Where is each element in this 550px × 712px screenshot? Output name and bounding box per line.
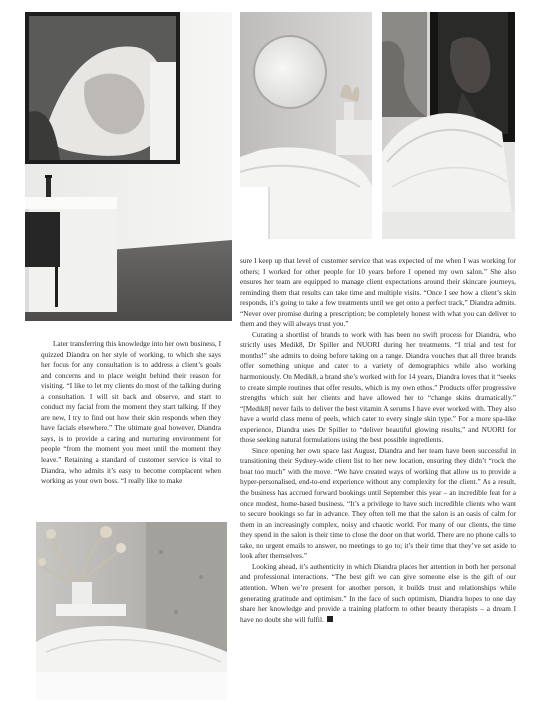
article-paragraph: Later transferring this knowledge into her own business, I quizzed Diandra on her style of working, to which she says her focus for any consultation is to address a client’s goals and concerns and to place weight behind their reason for visiting. “I like to let my clients do most of the talking during a consultation. I will sit back and observe, and start to conduct my facial from the moment they start talking. If they are new, I try to find out how their skin responds when they have facials elsewhere.” The ultimate goal however, Diandra says, is to provide a caring and nurturing environment for people “from the moment you meet until the moment they leave.” Retaining a standard of customer service is vital to Diandra, who admits it’s easy to become complacent when working as your own boss. “I really like to make [41,340,221,486]
treatment-room-plants-photo [36,522,227,700]
end-mark-icon [327,616,333,622]
article-paragraph: Curating a shortlist of brands to work with has been no swift process for Diandra, who strictly uses Medik8, Dr Spiller and NUORI during her treatments. “I trial and test for months!” she admits to doing before taking on a range. Diandra vouches that all three brands offer something unique and cater to a variety of demographics while also working harmoniously. On Medik8, a brand she’s worked with for 14 years, Diandra loves that it “seeks to create simple routines that offer results, which is my own ethos.” Products offer progressive strengths which suit her clients and have allowed her to “change skins dramatically.” “[Medik8] never fails to deliver the best vitamin A serums I have ever worked with. They also have a world class menu of peels, which cater to every single skin type.” For a more spa-like experience, Diandra uses Dr Spiller to “deliver beautiful glowing results,” and NUORI for those seeking natural formulations using the best possible ingredients. [240,330,516,445]
treatment-room-mirror-photo-icon [240,12,372,239]
treatment-bed-artwork-photo-icon [382,12,515,239]
salon-reception-photo [25,12,232,321]
treatment-bed-artwork-photo [382,12,515,239]
article-paragraph-text: Looking ahead, it’s authenticity in which Diandra places her attention in both her personal and professional interactions. “The best gift we can give someone else is the gift of our attention. When we’re present for another person, it builds trust and relationships while generating gratitude and optimism.” In the face of such optimism, Diandra hopes to one day share her knowledge and provide a training platform to other beauty therapists – a dream I have no doubt she will fulfil. [240,562,516,624]
article-paragraph: Since opening her own space last August, Diandra and her team have been successful in transitioning their Sydney-wide client list to her new location, ensuring they didn’t “rock the boat too much” with the move. “We have created ways of working that allow us to provide a hyper-personalised, end-to-end experience without any complexity for the client.” As a result, the business has accrued forward bookings until September this year – an incredible feat for a once modest, home-based business. “It’s a privilege to have such incredible clients who want to secure bookings so far in advance. They often tell me that the salon is an oasis of calm for them in an increasingly complex, noisy and chaotic world. For many of our clients, the time they spend in the salon is their time to close the door on that world. There are no phone calls to take, no urgent emails to answer, no meetings to go to; it’s their time that they’ve set aside to look after themselves.” [240,446,516,561]
salon-reception-photo-icon [25,12,232,321]
article-right-column [240,256,516,625]
article-left-column [41,339,221,487]
article-paragraph [240,562,516,625]
treatment-room-plants-photo-icon [36,522,227,700]
treatment-room-mirror-photo [240,12,372,239]
article-paragraph: sure I keep up that level of customer service that was expected of me when I was working for others; I worked for other people for 10 years before I opened my own salon.” She also ensures her team are equipped to manage client expectations around their skincare journeys, reminding them that results can take time and multiple visits. “Once I see how a client’s skin responds, it’s going to take a few treatments until we get onto a perfect track,” Diandra admits. “Never over promise during a prescription; be completely honest with what you can deliver to them and they will always trust you.” [240,257,516,329]
